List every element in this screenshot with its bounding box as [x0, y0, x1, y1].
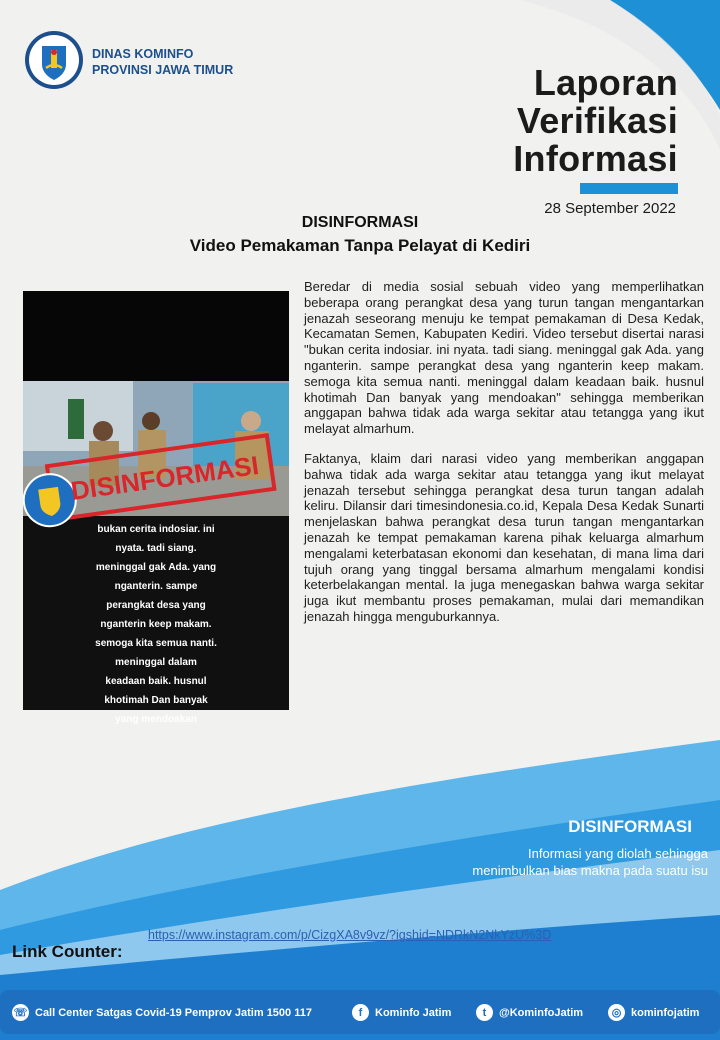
footer-instagram[interactable] [608, 1004, 699, 1021]
caption-line: khotimah Dan banyak [104, 695, 208, 706]
call-center-text: Call Center Satgas Covid-19 Pemprov Jatim 1500 117 [35, 1006, 312, 1019]
article-paragraph-1: Beredar di media sosial sebuah video yang memperlihatkan beberapa orang perangkat desa yang turun tangan mengantarkan jenazah seseorang menuju ke tempat pemakaman di Desa Kedak, Kecamatan Semen, Kabupaten Kediri. Video tersebut disertai narasi "bukan cerita indosiar. ini nyata. tadi siang. meninggal gak Ada. yang nganterin. sampe perangkat desa yang nganterin keep makam. semoga kita semua nanti. meninggal dalam keadaan baik. husnul khotimah Dan banyak yang mendoakan" sehingga memberikan anggapan bahwa tidak ada warga sekitar atau tetangga yang ikut melayat almarhum. [304, 279, 704, 437]
twitter-icon: t [476, 1004, 493, 1021]
caption-line: bukan cerita indosiar. ini [97, 524, 215, 535]
caption-line: meninggal dalam [115, 657, 197, 668]
caption-line: perangkat desa yang [106, 600, 206, 611]
facebook-icon: f [352, 1004, 369, 1021]
instagram-text: kominfojatim [631, 1006, 700, 1019]
title-line2: Verifikasi [516, 100, 678, 141]
instagram-icon: ◎ [608, 1004, 625, 1021]
org-line1: DINAS KOMINFO [92, 47, 194, 61]
video-caption [23, 520, 289, 729]
caption-line: meninggal gak Ada. yang [95, 562, 217, 573]
title-line3: Informasi [513, 138, 678, 179]
footer-facebook[interactable] [352, 1004, 451, 1021]
jatim-logo [24, 30, 84, 90]
caption-line: keadaan baik. husnul [105, 676, 207, 687]
article-paragraph-2: Faktanya, klaim dari narasi video yang memberikan anggapan bahwa tidak ada warga sekitar atau tetangga yang ikut melayat jenazah tersebut sehingga perangkat desa turun tangan adalah keliru. Dilansir dari timesindonesia.co.id, Kepala Desa Kedak Sunarti menjelaskan bahwa perangkat desa turun tangan mengantarkan jenazah ke tempat pemakaman karena pihak keluarga almarhum mengalami keterbatasan ekonomi dan kesehatan, di mana lima dari tujuh orang yang tinggal bersama almarhum mengalami kondisi keterbelakangan mental. Ia juga menegaskan bahwa warga sekitar juga ikut membantu proses pemakaman, mulai dari memandikan jenazah hingga menguburkannya. [304, 450, 704, 624]
org-line2: PROVINSI JAWA TIMUR [92, 63, 234, 77]
article-headline: Video Pemakaman Tanpa Pelayat di Kediri [189, 236, 531, 255]
report-date: 28 September 2022 [544, 200, 676, 217]
stamp-text: DISINFORMASI [69, 449, 261, 506]
title-underline [580, 183, 678, 194]
definition-title: DISINFORMASI [568, 817, 692, 836]
footer-call-center [12, 1004, 312, 1021]
article-body [304, 279, 704, 639]
definition-text [378, 845, 708, 879]
footer-twitter[interactable] [476, 1004, 583, 1021]
report-title [513, 64, 678, 178]
title-line1: Laporan [533, 62, 678, 103]
verdict-label: DISINFORMASI [301, 214, 419, 231]
caption-line: nganterin keep makam. [100, 619, 212, 630]
link-counter-label: Link Counter: [12, 942, 123, 961]
definition-line1: Informasi yang diolah sehingga [528, 846, 708, 861]
facebook-text: Kominfo Jatim [375, 1006, 452, 1019]
caption-line: semoga kita semua nanti. [95, 638, 217, 649]
caption-line: yang mendoakan [115, 714, 197, 725]
organization-name [92, 46, 233, 78]
caption-line: nganterin. sampe [114, 581, 198, 592]
twitter-text: @KominfoJatim [499, 1006, 584, 1019]
link-counter-url[interactable]: https://www.instagram.com/p/CizgXA8v9vz/?igshid=NDRkN2NkYzU%3D [148, 928, 552, 942]
definition-line2: menimbulkan bias makna pada suatu isu [472, 863, 708, 878]
phone-icon: ☏ [12, 1004, 29, 1021]
caption-line: nyata. tadi siang. [115, 543, 197, 554]
